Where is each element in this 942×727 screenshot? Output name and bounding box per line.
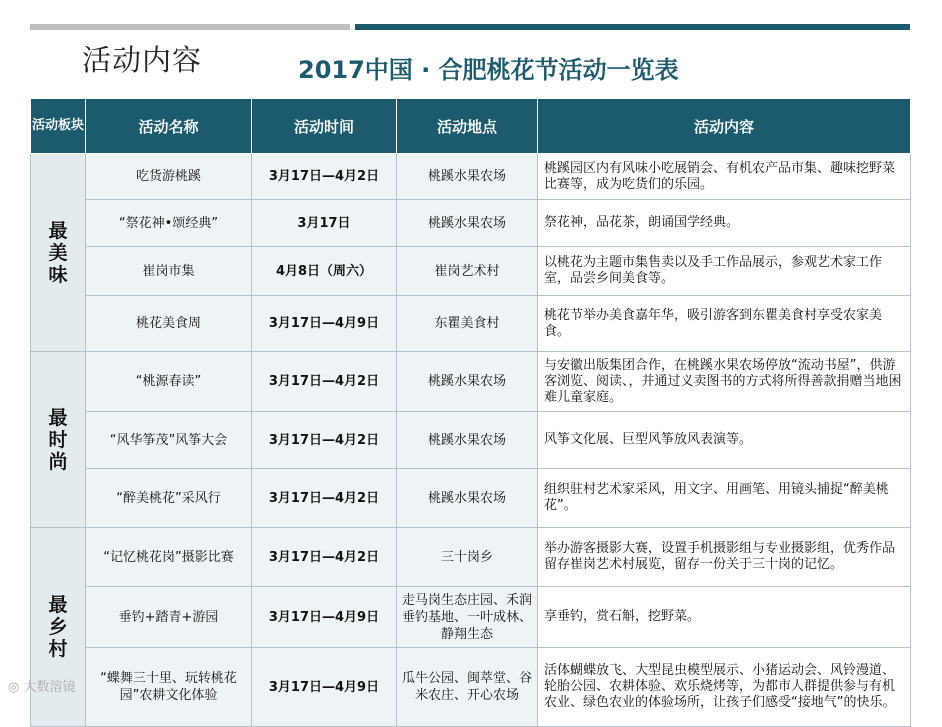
activity-name: 桃花美食周 [86,296,252,352]
column-header-place: 活动地点 [397,99,538,154]
activity-content: 桃蹊园区内有风味小吃展销会、有机农产品市集、趣味挖野菜比赛等，成为吃货们的乐园。 [538,154,911,200]
page-title: 2017中国 · 合肥桃花节活动一览表 [298,56,679,84]
activity-content: 活体蝴蝶放飞、大型昆虫模型展示、小猪运动会、风铃漫道、轮胎公园、农耕体验、欢乐烧烤等，为都市人群提供参与有机农业、绿色农业的体验场所，让孩子们感受“接地气”的快乐。 [538,648,911,727]
activity-time: 3月17日—4月2日 [252,469,397,528]
activity-content: 组织驻村艺术家采风，用文字、用画笔、用镜头捕捉“醉美桃花”。 [538,469,911,528]
block-cell [31,528,86,727]
activity-place: 走马岗生态庄园、禾润垂钓基地、一叶成林、静翔生态 [397,587,538,648]
watermark [8,676,76,695]
activity-time: 3月17日—4月9日 [252,648,397,727]
block-label: 最乡村 [48,594,68,660]
table-row [31,247,911,296]
activity-name: “醉美桃花”采风行 [86,469,252,528]
column-header-content: 活动内容 [538,99,911,154]
table-row [31,352,911,412]
table-row [31,200,911,247]
activity-place: 崔岗艺术村 [397,247,538,296]
activity-place: 东瞿美食村 [397,296,538,352]
block-cell [31,352,86,528]
watermark-text: 大数溶镜 [23,680,76,695]
table-row [31,648,911,727]
activity-name: 垂钓+踏青+游园 [86,587,252,648]
activity-time: 3月17日—4月9日 [252,587,397,648]
activity-place: 三十岗乡 [397,528,538,587]
column-header-time: 活动时间 [252,99,397,154]
activity-name: “风华筝茂”风筝大会 [86,412,252,469]
activity-content: 祭花神，品花茶，朗诵国学经典。 [538,200,911,247]
activity-name: 吃货游桃蹊 [86,154,252,200]
activity-content: 举办游客摄影大赛，设置手机摄影组与专业摄影组，优秀作品留存崔岗艺术村展览，留存一份关于三十岗的记忆。 [538,528,911,587]
activity-place: 桃蹊水果农场 [397,154,538,200]
activity-place: 桃蹊水果农场 [397,412,538,469]
activity-place: 桃蹊水果农场 [397,200,538,247]
table-row [31,587,911,648]
table-row [31,412,911,469]
activity-time: 3月17日—4月2日 [252,352,397,412]
table-row [31,528,911,587]
activity-content: 享垂钓，赏石斛，挖野菜。 [538,587,911,648]
decor-bar-teal [355,24,910,30]
activity-time: 3月17日 [252,200,397,247]
section-title: 活动内容 [82,43,203,77]
block-label: 最美味 [48,219,68,286]
table-row [31,154,911,200]
table-row [31,469,911,528]
activity-time: 3月17日—4月9日 [252,296,397,352]
activity-place: 桃蹊水果农场 [397,352,538,412]
activity-place: 瓜牛公园、闽萃堂、谷米农庄、开心农场 [397,648,538,727]
decor-bar-grey [30,24,350,30]
column-header-block: 活动板块 [31,99,86,154]
watermark-logo-icon: ◎ [8,680,24,695]
activity-time: 3月17日—4月2日 [252,412,397,469]
activity-content: 与安徽出版集团合作，在桃蹊水果农场停放“流动书屋”，供游客浏览、阅读、，并通过义卖图书的方式将所得善款捐赠当地困难儿童家庭。 [538,352,911,412]
table-header-row [31,99,911,154]
column-header-name: 活动名称 [86,99,252,154]
activity-content: 风筝文化展、巨型风筝放风表演等。 [538,412,911,469]
activity-name: “记忆桃花岗”摄影比赛 [86,528,252,587]
activity-time: 3月17日—4月2日 [252,528,397,587]
activity-content: 以桃花为主题市集售卖以及手工作品展示，参观艺术家工作室，品尝乡间美食等。 [538,247,911,296]
activity-table [30,98,911,727]
activity-name: 崔岗市集 [86,247,252,296]
block-label: 最时尚 [48,406,68,473]
activity-name: “祭花神•颂经典” [86,200,252,247]
activity-time: 3月17日—4月2日 [252,154,397,200]
activity-name: “桃源春读” [86,352,252,412]
activity-place: 桃蹊水果农场 [397,469,538,528]
activity-content: 桃花节举办美食嘉年华，吸引游客到东瞿美食村享受农家美食。 [538,296,911,352]
activity-time: 4月8日（周六） [252,247,397,296]
table-row [31,296,911,352]
block-cell [31,154,86,352]
activity-name: “蝶舞三十里、玩转桃花园”农耕文化体验 [86,648,252,727]
